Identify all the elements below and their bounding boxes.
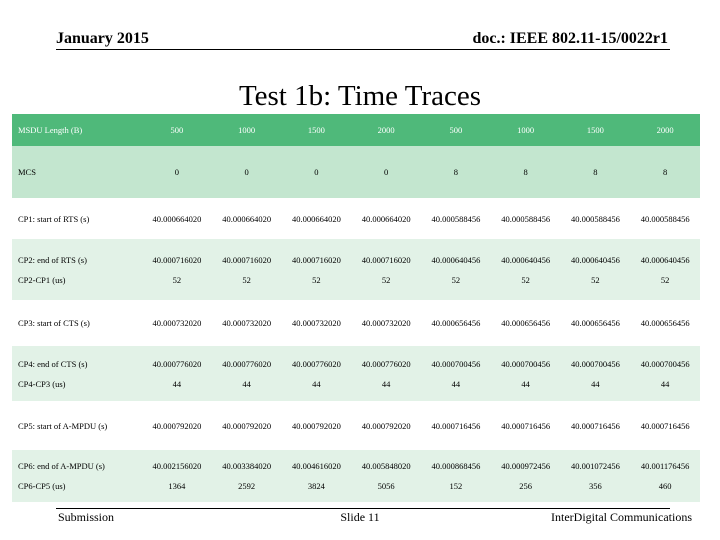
cell-value: 40.000656456 [640,318,690,328]
row-sublabel-text: CP2-CP1 (us) [18,274,66,285]
cell-value: 40.000700456 [640,358,690,369]
table-cell [630,300,700,346]
cell-value: 8 [523,167,528,177]
table-cell [282,450,352,502]
table-cell [561,198,631,239]
table-row [12,450,700,502]
cell-value: 0 [314,167,319,177]
cell-value: 40.000716456 [431,420,481,431]
footer-slide-number: Slide 11 [340,510,380,524]
cell-value: 0 [174,167,179,177]
table-row [12,346,700,401]
row-label [12,239,142,300]
cell-diff-value: 44 [312,378,321,389]
row-label-text: CP6: end of A-MPDU (s) [18,461,105,471]
row-label-text: CP1: start of RTS (s) [18,213,90,224]
table-cell [421,198,491,239]
cell-value: 40.000792020 [361,420,411,431]
cell-value: 40.000640456 [501,254,551,265]
table-row [12,146,700,198]
cell-diff-value: 5056 [377,481,395,491]
cell-value: 40.000656456 [570,318,620,328]
table-cell [282,239,352,300]
cell-diff-value: 44 [660,378,670,389]
row-label-text: MCS [18,167,36,177]
table-cell [421,114,491,146]
table-cell [351,146,421,198]
cell-diff-value: 44 [591,378,600,389]
table-cell [491,239,561,300]
cell-value: 40.000732020 [222,318,272,328]
table-cell [142,146,212,198]
table-cell [491,198,561,239]
table-cell [630,146,700,198]
cell-value: 40.000776020 [152,358,202,369]
footer-divider [56,508,670,509]
table-row [12,300,700,346]
table-cell [282,401,352,450]
table-cell [421,300,491,346]
cell-value: 40.000588456 [570,213,620,224]
table-cell [630,346,700,401]
cell-value: 40.003384020 [222,461,272,471]
cell-value: 40.000716020 [152,254,202,265]
cell-value: 2000 [656,125,674,135]
cell-value: 8 [453,167,458,177]
cell-diff-value: 52 [451,274,461,285]
footer-company: InterDigital Communications [551,510,692,524]
header-doc-id: doc.: IEEE 802.11-15/0022r1 [472,30,668,47]
table-cell [421,450,491,502]
table-cell [561,300,631,346]
table-row [12,114,700,146]
cell-diff-value: 2592 [238,481,256,491]
cell-value: 40.004616020 [291,461,341,471]
table-cell [282,300,352,346]
cell-diff-value: 256 [519,481,532,491]
row-sublabel-text: CP4-CP3 (us) [18,378,66,389]
row-label [12,198,142,239]
row-label-text: MSDU Length (B) [18,125,83,135]
cell-value: 40.000640456 [570,254,620,265]
table-cell [491,300,561,346]
footer-submission: Submission [58,510,115,524]
cell-value: 40.000732020 [291,318,341,328]
cell-diff-value: 44 [381,378,391,389]
row-label [12,346,142,401]
table-cell [142,401,212,450]
row-label-text: CP3: start of CTS (s) [18,318,90,328]
cell-diff-value: 52 [312,274,321,285]
table-cell [491,450,561,502]
table-cell [491,146,561,198]
cell-value: 40.000732020 [152,318,202,328]
slide-title: Test 1b: Time Traces [238,80,482,112]
cell-value: 40.001176456 [640,461,690,471]
table-cell [351,239,421,300]
row-label-text: CP2: end of RTS (s) [18,254,87,265]
table-cell [212,450,282,502]
cell-value: 2000 [377,125,395,135]
cell-value: 40.000588456 [431,213,481,224]
cell-value: 40.000656456 [431,318,481,328]
cell-value: 500 [170,125,184,135]
table-cell [212,146,282,198]
cell-value: 40.000664020 [361,213,411,224]
cell-value: 40.000700456 [501,358,551,369]
cell-value: 0 [244,167,249,177]
header-divider [56,49,670,50]
row-label [12,450,142,502]
cell-value: 500 [449,125,463,135]
cell-value: 40.000792020 [291,420,341,431]
row-label [12,146,142,198]
cell-value: 40.000716020 [291,254,341,265]
table-row [12,401,700,450]
cell-value: 40.002156020 [152,461,202,471]
cell-value: 40.005848020 [361,461,411,471]
cell-diff-value: 52 [521,274,530,285]
cell-value: 1500 [307,125,325,135]
cell-diff-value: 460 [658,481,672,491]
cell-diff-value: 44 [242,378,251,389]
header-date: January 2015 [56,30,149,47]
cell-value: 40.000640456 [640,254,690,265]
cell-value: 40.000664020 [152,213,202,224]
row-label [12,114,142,146]
cell-value: 40.000656456 [501,318,551,328]
cell-value: 1500 [586,125,604,135]
cell-value: 0 [384,167,389,177]
table-cell [421,146,491,198]
cell-value: 40.000716020 [361,254,411,265]
table-cell [491,346,561,401]
table-cell [491,114,561,146]
cell-value: 40.000640456 [431,254,481,265]
cell-diff-value: 52 [242,274,251,285]
cell-value: 40.000732020 [361,318,411,328]
table-cell [561,114,631,146]
table-cell [351,114,421,146]
table-cell [212,401,282,450]
cell-diff-value: 44 [451,378,461,389]
table-cell [630,239,700,300]
cell-diff-value: 52 [172,274,182,285]
cell-diff-value: 52 [381,274,391,285]
table-cell [421,239,491,300]
table-cell [421,346,491,401]
cell-value: 1000 [238,125,256,135]
cell-value: 40.000716020 [222,254,272,265]
table-cell [561,146,631,198]
cell-diff-value: 44 [521,378,530,389]
table-cell [282,146,352,198]
table-cell [630,401,700,450]
cell-value: 40.000868456 [431,461,481,471]
row-label-text: CP4: end of CTS (s) [18,358,88,369]
cell-diff-value: 1364 [168,481,186,491]
cell-value: 40.000664020 [222,213,272,224]
table-cell [142,450,212,502]
cell-value: 40.000776020 [361,358,411,369]
cell-value: 40.000716456 [501,420,551,431]
cell-value: 40.000664020 [291,213,341,224]
table-cell [212,300,282,346]
table-cell [561,346,631,401]
cell-value: 40.000792020 [152,420,202,431]
row-sublabel-text: CP6-CP5 (us) [18,481,66,491]
cell-diff-value: 44 [172,378,182,389]
table-cell [212,239,282,300]
row-label [12,300,142,346]
cell-diff-value: 52 [591,274,600,285]
table-cell [142,346,212,401]
table-cell [351,346,421,401]
cell-diff-value: 152 [449,481,463,491]
table-cell [142,300,212,346]
row-label-text: CP5: start of A-MPDU (s) [18,420,108,431]
cell-diff-value: 356 [589,481,602,491]
cell-value: 40.000776020 [291,358,341,369]
table-cell [142,198,212,239]
table-cell [630,450,700,502]
time-trace-table [12,114,700,502]
table-cell [282,198,352,239]
cell-value: 40.000588456 [640,213,690,224]
table-cell [351,300,421,346]
table-cell [491,401,561,450]
table-cell [282,346,352,401]
cell-value: 40.000776020 [222,358,272,369]
table-cell [421,401,491,450]
table-cell [561,239,631,300]
cell-value: 40.000700456 [570,358,620,369]
cell-value: 40.000972456 [501,461,551,471]
row-label [12,401,142,450]
table-cell [212,114,282,146]
table-cell [351,401,421,450]
cell-value: 8 [663,167,668,177]
table-cell [142,114,212,146]
cell-value: 40.000792020 [222,420,272,431]
table-cell [630,198,700,239]
table-cell [212,198,282,239]
table-cell [630,114,700,146]
cell-value: 40.001072456 [570,461,620,471]
cell-value: 40.000588456 [501,213,551,224]
cell-value: 8 [593,167,598,177]
cell-value: 40.000700456 [431,358,481,369]
table-cell [351,450,421,502]
table-cell [282,114,352,146]
table-cell [212,346,282,401]
table-cell [561,401,631,450]
cell-value: 1000 [517,125,535,135]
table-cell [142,239,212,300]
table-cell [561,450,631,502]
cell-value: 40.000716456 [640,420,690,431]
table-row [12,198,700,239]
cell-diff-value: 3824 [307,481,325,491]
table-cell [351,198,421,239]
cell-value: 40.000716456 [570,420,620,431]
cell-diff-value: 52 [660,274,670,285]
table-row [12,239,700,300]
